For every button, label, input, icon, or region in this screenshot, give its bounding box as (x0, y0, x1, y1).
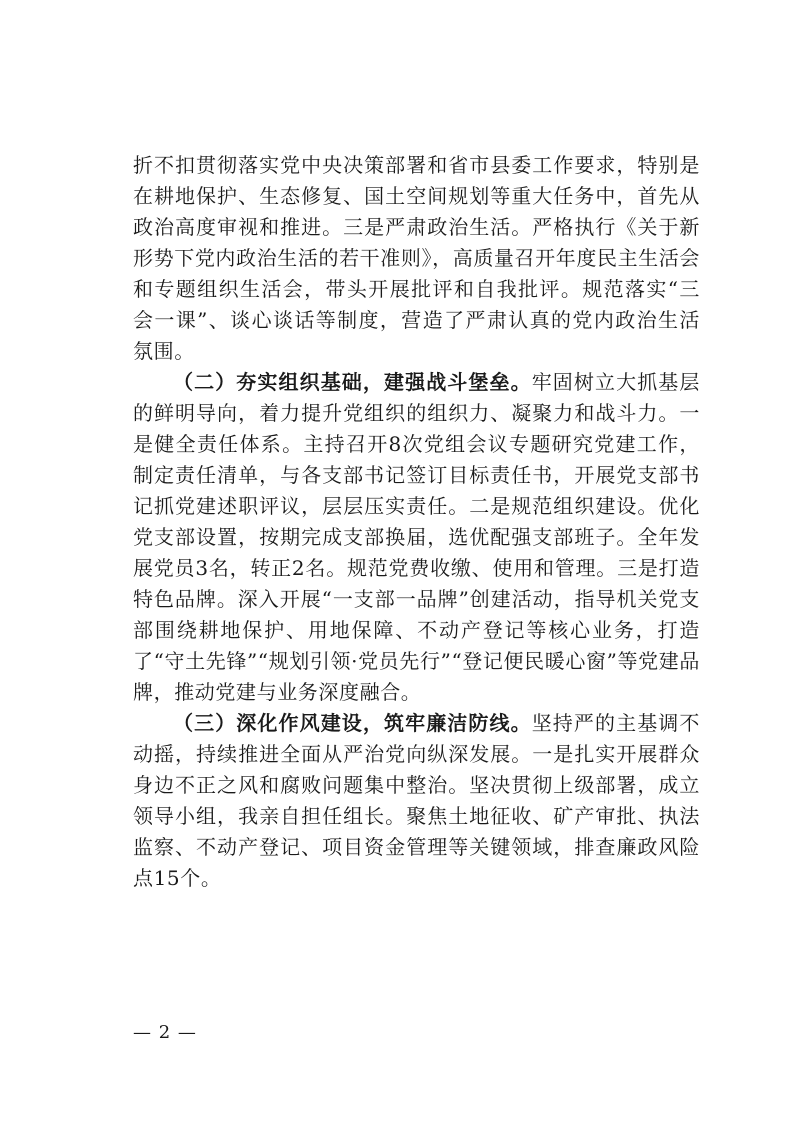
document-body (133, 150, 700, 894)
section-heading: （三）深化作风建设，筑牢廉洁防线。 (173, 711, 532, 735)
paragraph-continuation (133, 150, 700, 367)
paragraph-text: 折不扣贯彻落实党中央决策部署和省市县委工作要求，特别是在耕地保护、生态修复、国土空间规划等重大任务中，首先从政治高度审视和推进。三是严肃政治生活。严格执行《关于新形势下党内政治生活的若干准则》，高质量召开年度民主生活会和专题组织生活会，带头开展批评和自我批评。规范落实“三会一课”、谈心谈话等制度，营造了严肃认真的党内政治生活氛围。 (133, 153, 700, 363)
paragraph-style-building (133, 708, 700, 894)
paragraph-text: 坚持严的主基调不动摇，持续推进全面从严治党向纵深发展。一是扎实开展群众身边不正之风和腐败问题集中整治。坚决贯彻上级部署，成立领导小组，我亲自担任组长。聚焦土地征收、矿产审批、执法监察、不动产登记、项目资金管理等关键领域，排查廉政风险点15个。 (133, 711, 700, 890)
paragraph-text: 牢固树立大抓基层的鲜明导向，着力提升党组织的组织力、凝聚力和战斗力。一是健全责任体系。主持召开8次党组会议专题研究党建工作，制定责任清单，与各支部书记签订目标责任书，开展党支部书记抓党建述职评议，层层压实责任。二是规范组织建设。优化党支部设置，按期完成支部换届，选优配强支部班子。全年发展党员3名，转正2名。规范党费收缴、使用和管理。三是打造特色品牌。深入开展“一支部一品牌”创建活动，指导机关党支部围绕耕地保护、用地保障、不动产登记等核心业务，打造了“守土先锋”“规划引领·党员先行”“登记便民暖心窗”等党建品牌，推动党建与业务深度融合。 (133, 370, 700, 704)
paragraph-organization (133, 367, 700, 708)
page-number: — 2 — (133, 1022, 197, 1043)
section-heading: （二）夯实组织基础，建强战斗堡垒。 (173, 370, 532, 394)
